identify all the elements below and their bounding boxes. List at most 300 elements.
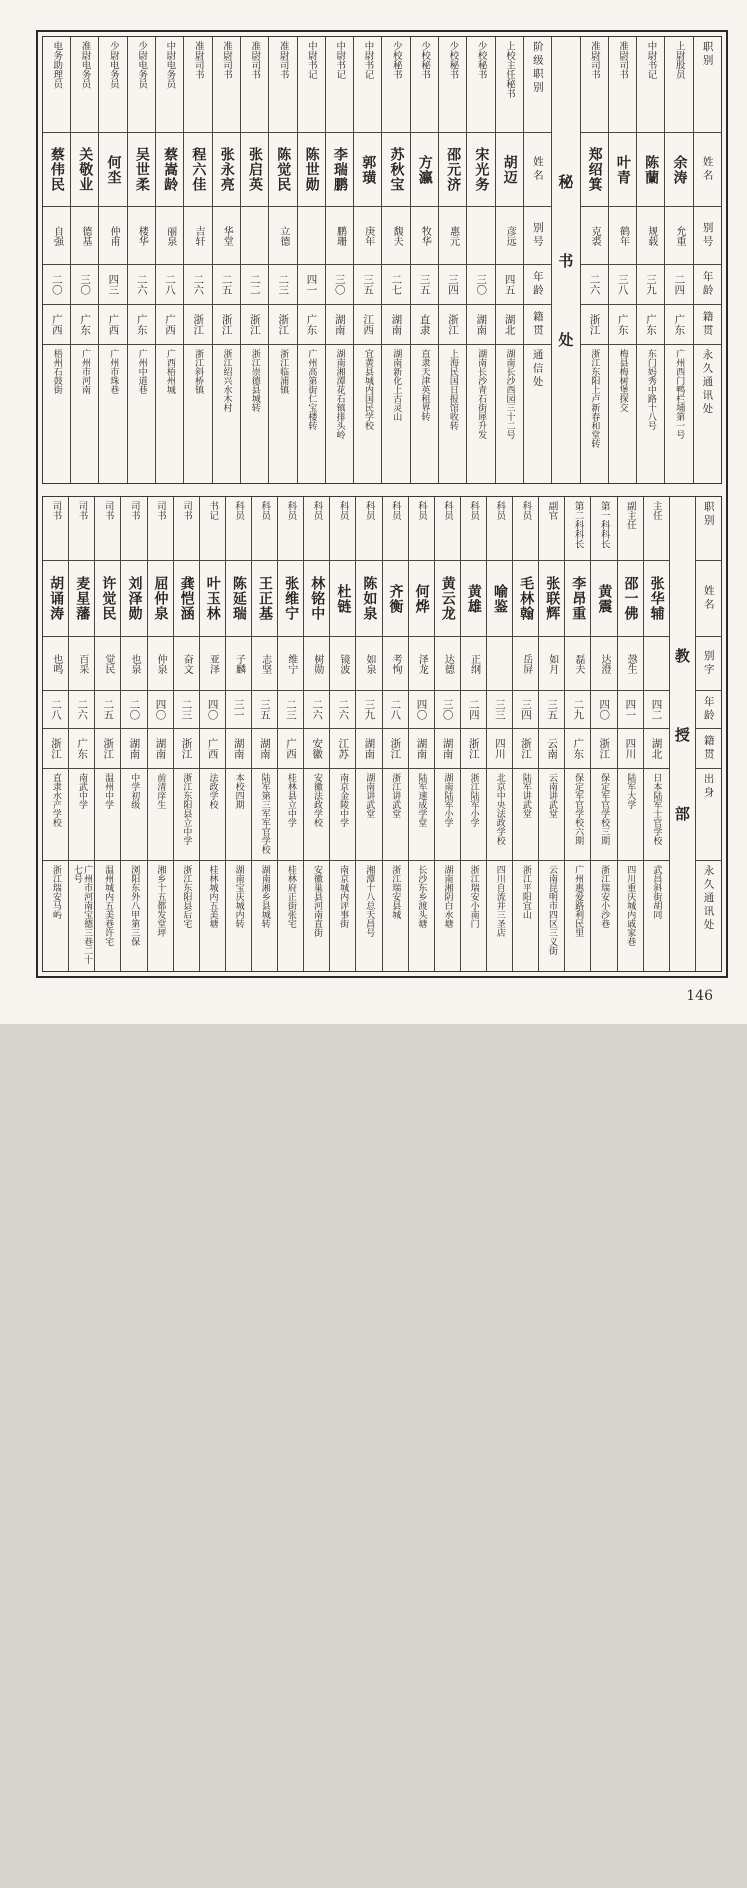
address-text: 长沙东乡渡头塘	[416, 865, 427, 928]
title-text: 科员	[337, 501, 349, 520]
origin-text: 江西	[362, 314, 375, 335]
cell-address	[326, 345, 353, 483]
cell-origin	[330, 729, 355, 769]
cell-school	[252, 769, 277, 861]
cell-origin	[609, 305, 636, 345]
title-text: 中尉书记	[334, 41, 346, 79]
cell-name	[71, 133, 98, 207]
name-text: 陈世勋	[303, 147, 320, 192]
cell-title	[241, 37, 268, 133]
field-label-name	[694, 133, 721, 207]
name-text: 姓名	[701, 156, 714, 183]
cell-alias	[43, 637, 68, 691]
cell-alias	[241, 207, 268, 265]
field-label-name	[524, 133, 551, 207]
address-text: 永久通讯处	[702, 865, 715, 933]
cell-alias	[513, 637, 538, 691]
cell-address	[591, 861, 616, 971]
cell-address	[278, 861, 303, 971]
cell-age	[326, 265, 353, 305]
cell-origin	[128, 305, 155, 345]
cell-origin	[383, 729, 408, 769]
origin-text: 广西	[50, 314, 63, 335]
address-text: 梅县梅树堡探交	[617, 349, 628, 412]
cell-title	[99, 37, 126, 133]
alias-text: 彦远	[504, 225, 516, 246]
name-text: 叶青	[614, 154, 631, 185]
name-text: 杜链	[335, 583, 352, 614]
cell-origin	[156, 305, 183, 345]
cell-address	[496, 345, 523, 483]
school-text: 前清庠生	[155, 773, 166, 809]
name-text: 宋光务	[473, 147, 490, 192]
address-text: 浙江瑞安小沙巷	[599, 865, 610, 928]
person-column	[155, 37, 183, 483]
name-text: 陈蘭	[643, 154, 660, 185]
cell-age	[69, 691, 94, 729]
cell-name	[121, 561, 146, 637]
cell-origin	[581, 305, 608, 345]
address-text: 桂林城内五美塘	[207, 865, 218, 928]
cell-name	[609, 133, 636, 207]
cell-title	[330, 497, 355, 561]
title-text: 司书	[180, 501, 192, 520]
school-text: 云南讲武堂	[546, 773, 557, 818]
address-text: 广州西门鸭栏埔第一号	[674, 349, 685, 439]
section-label-char: 授	[674, 725, 690, 744]
cell-title	[304, 497, 329, 561]
cell-name	[148, 561, 173, 637]
cell-title	[252, 497, 277, 561]
cell-age	[539, 691, 564, 729]
cell-origin	[487, 729, 512, 769]
cell-title	[43, 497, 68, 561]
age-text: 三八	[616, 274, 629, 295]
name-text: 刘泽勋	[126, 576, 143, 621]
cell-age	[435, 691, 460, 729]
address-text: 浙江东阳上卢新春和堂转	[589, 349, 600, 448]
field-label-origin	[696, 729, 721, 769]
cell-title	[609, 37, 636, 133]
alias-text: 奋文	[181, 653, 193, 674]
title-text: 科员	[285, 501, 297, 520]
title-text: 科员	[259, 501, 271, 520]
cell-age	[354, 265, 381, 305]
school-text: 湖南讲武堂	[364, 773, 375, 818]
cell-origin	[269, 305, 296, 345]
name-text: 邵元济	[445, 147, 462, 192]
alias-text: 鹏珊	[334, 225, 346, 246]
person-column	[408, 497, 434, 971]
school-text: 安徽法政学校	[311, 773, 322, 827]
cell-age	[95, 691, 120, 729]
field-labels-column	[523, 37, 551, 483]
section-label-char: 秘	[558, 172, 574, 191]
age-text: 二〇	[128, 699, 141, 720]
cell-alias	[665, 207, 692, 265]
cell-school	[618, 769, 643, 861]
cell-title	[565, 497, 590, 561]
cell-age	[665, 265, 692, 305]
age-text: 二八	[50, 699, 62, 720]
name-text: 郑绍箕	[586, 147, 603, 192]
origin-text: 浙江	[389, 738, 402, 759]
person-column	[225, 497, 251, 971]
cell-address	[148, 861, 173, 971]
cell-origin	[71, 305, 98, 345]
cell-age	[591, 691, 616, 729]
person-column	[98, 37, 126, 483]
title-text: 中尉书记	[645, 41, 657, 79]
address-text: 温州城内五美巷许宅	[103, 865, 114, 946]
person-column	[486, 497, 512, 971]
cell-name	[69, 561, 94, 637]
title-text: 准尉司书	[617, 41, 629, 79]
cell-age	[43, 691, 68, 729]
name-text: 张永亮	[218, 147, 235, 192]
cell-name	[461, 561, 486, 637]
address-text: 浙江东阳县后宅	[181, 865, 192, 928]
cell-address	[354, 345, 381, 483]
school-text: 陆军速成学堂	[416, 773, 427, 827]
cell-school	[513, 769, 538, 861]
cell-name	[213, 133, 240, 207]
origin-text: 湖南	[128, 738, 141, 759]
person-column	[664, 37, 692, 483]
address-text: 广州高第街仁宝楼转	[306, 349, 317, 430]
field-label-age	[694, 265, 721, 305]
alias-text: 志坚	[259, 653, 271, 674]
name-text: 张启英	[247, 147, 263, 192]
alias-text: 别号	[701, 222, 714, 249]
cell-title	[95, 497, 120, 561]
person-column	[297, 37, 325, 483]
address-text: 云南昆明市四区三义街	[546, 865, 557, 955]
name-text: 叶玉林	[204, 576, 221, 621]
cell-alias	[200, 637, 225, 691]
cell-origin	[467, 305, 494, 345]
title-text: 副主任	[624, 501, 636, 530]
origin-text: 广东	[572, 738, 585, 759]
title-text: 少校秘书	[475, 41, 487, 79]
name-text: 姓名	[531, 156, 544, 183]
name-text: 张联辉	[544, 576, 561, 621]
cell-origin	[539, 729, 564, 769]
cell-name	[618, 561, 643, 637]
title-text: 科员	[363, 501, 375, 520]
school-text: 日本陆军士官学校	[651, 773, 662, 845]
cell-alias	[71, 207, 98, 265]
alias-text: 磊夫	[572, 653, 584, 674]
origin-text: 浙江	[519, 738, 532, 759]
age-text: 三三	[493, 699, 506, 720]
name-text: 齐衡	[387, 583, 404, 614]
alias-text: 仲泉	[155, 653, 167, 674]
person-column	[353, 37, 381, 483]
name-text: 郭璜	[360, 154, 377, 185]
person-column	[466, 37, 494, 483]
top-table	[42, 36, 722, 484]
cell-address	[609, 345, 636, 483]
title-text: 准尉司书	[192, 41, 204, 79]
name-text: 张华辅	[648, 576, 665, 621]
age-text: 四三	[107, 274, 120, 295]
cell-title	[269, 37, 296, 133]
age-text: 四二	[650, 699, 663, 720]
alias-text: 正纲	[468, 653, 480, 674]
school-text: 陆军第三军军官学校	[259, 773, 270, 854]
cell-name	[304, 561, 329, 637]
address-text: 浙江瑞安马屿	[50, 865, 61, 919]
cell-origin	[382, 305, 409, 345]
address-text: 上海民国日报馆收转	[447, 349, 458, 430]
cell-address	[174, 861, 199, 971]
name-text: 龚恺涵	[178, 576, 195, 621]
title-text: 科员	[233, 501, 245, 520]
cell-alias	[591, 637, 616, 691]
name-text: 李瑞鹏	[331, 147, 348, 192]
cell-alias	[467, 207, 494, 265]
address-text: 浙江绍兴水木村	[221, 349, 232, 412]
age-text: 二八	[164, 274, 176, 295]
cell-address	[298, 345, 325, 483]
cell-alias	[213, 207, 240, 265]
cell-age	[304, 691, 329, 729]
name-text: 喻鉴	[491, 583, 508, 614]
cell-title	[226, 497, 251, 561]
origin-text: 浙江	[467, 738, 480, 759]
age-text: 三〇	[475, 274, 488, 295]
origin-text: 湖南	[390, 314, 403, 335]
cell-school	[435, 769, 460, 861]
cell-alias	[278, 637, 303, 691]
alias-text: 也鸣	[50, 653, 62, 674]
origin-text: 浙江	[588, 314, 601, 335]
alias-text: 丽泉	[164, 225, 176, 246]
alias-text: 百采	[76, 653, 88, 674]
cell-alias	[128, 207, 155, 265]
origin-text: 广东	[79, 314, 92, 335]
address-text: 湖南长沙西园三十二号	[504, 349, 515, 439]
origin-text: 四川	[624, 738, 637, 759]
cell-origin	[665, 305, 692, 345]
cell-age	[128, 265, 155, 305]
cell-alias	[496, 207, 523, 265]
cell-address	[304, 861, 329, 971]
cell-origin	[637, 305, 664, 345]
cell-age	[121, 691, 146, 729]
cell-alias	[43, 207, 70, 265]
cell-age	[278, 691, 303, 729]
field-label-origin	[524, 305, 551, 345]
bottom-table	[42, 496, 722, 972]
address-text: 桂林府正街张宅	[285, 865, 296, 928]
name-text: 毛林翰	[518, 576, 535, 621]
title-text: 第一科科长	[598, 501, 610, 549]
cell-title	[156, 37, 183, 133]
age-text: 二〇	[50, 274, 63, 295]
name-text: 姓名	[702, 585, 715, 612]
cell-origin	[326, 305, 353, 345]
age-text: 三〇	[333, 274, 346, 295]
age-text: 四五	[503, 274, 516, 295]
name-text: 黄雄	[465, 583, 482, 614]
person-column	[434, 497, 460, 971]
age-text: 四一	[305, 274, 318, 295]
person-column	[127, 37, 155, 483]
cell-title	[128, 37, 155, 133]
cell-age	[487, 691, 512, 729]
age-text: 二三	[180, 699, 193, 720]
cell-age	[156, 265, 183, 305]
origin-text: 安徽	[311, 738, 324, 759]
field-label-alias	[524, 207, 551, 265]
cell-age	[609, 265, 636, 305]
cell-title	[439, 37, 466, 133]
cell-name	[128, 133, 155, 207]
age-text: 二二	[248, 274, 261, 295]
cell-title	[298, 37, 325, 133]
alias-text: 克裘	[589, 225, 601, 246]
cell-title	[487, 497, 512, 561]
title-text: 司书	[76, 501, 88, 520]
cell-address	[487, 861, 512, 971]
age-text: 四〇	[206, 699, 219, 720]
address-text: 浙江临浦镇	[278, 349, 289, 394]
school-text: 温州中学	[103, 773, 114, 809]
cell-alias	[174, 637, 199, 691]
origin-text: 湖南	[232, 738, 245, 759]
cell-origin	[304, 729, 329, 769]
cell-origin	[95, 729, 120, 769]
school-text: 中学初级	[129, 773, 140, 809]
cell-address	[435, 861, 460, 971]
cell-origin	[461, 729, 486, 769]
origin-text: 广东	[616, 314, 629, 335]
cell-address	[439, 345, 466, 483]
cell-address	[637, 345, 664, 483]
cell-age	[581, 265, 608, 305]
alias-text: 泽龙	[416, 653, 428, 674]
address-text: 湖南湘阴白水塘	[442, 865, 453, 928]
cell-title	[69, 497, 94, 561]
cell-address	[644, 861, 669, 971]
age-text: 二九	[572, 699, 585, 720]
alias-text: 觉民	[102, 653, 114, 674]
cell-age	[71, 265, 98, 305]
cell-school	[461, 769, 486, 861]
origin-text: 广东	[673, 314, 686, 335]
cell-origin	[565, 729, 590, 769]
origin-text: 广西	[206, 738, 219, 759]
section-label-column	[669, 497, 695, 971]
origin-text: 湖北	[503, 314, 516, 335]
address-text: 湖南宝庆城内转	[233, 865, 244, 928]
cell-origin	[69, 729, 94, 769]
origin-text: 广东	[76, 738, 89, 759]
title-text: 准尉司书	[588, 41, 600, 79]
cell-alias	[618, 637, 643, 691]
cell-alias	[411, 207, 438, 265]
alias-text: 如月	[546, 653, 558, 674]
cell-name	[356, 561, 381, 637]
cell-title	[435, 497, 460, 561]
person-column	[43, 37, 70, 483]
cell-title	[513, 497, 538, 561]
cell-title	[467, 37, 494, 133]
origin-text: 籍贯	[702, 735, 715, 762]
person-column	[277, 497, 303, 971]
cell-name	[637, 133, 664, 207]
cell-address	[69, 861, 94, 971]
origin-text: 浙江	[192, 314, 205, 335]
cell-age	[644, 691, 669, 729]
alias-text: 楼华	[136, 225, 148, 246]
cell-name	[439, 133, 466, 207]
origin-text: 广东	[135, 314, 148, 335]
alias-text: 允重	[674, 225, 686, 246]
school-text: 北京中央法政学校	[494, 773, 505, 845]
cell-address	[95, 861, 120, 971]
title-text: 司书	[128, 501, 140, 520]
name-text: 蔡伟民	[48, 147, 65, 192]
title-text: 中尉书记	[362, 41, 374, 79]
field-label-origin	[694, 305, 721, 345]
cell-name	[200, 561, 225, 637]
name-text: 许觉民	[100, 576, 117, 621]
cell-address	[409, 861, 434, 971]
person-column	[251, 497, 277, 971]
cell-school	[304, 769, 329, 861]
address-text: 浙江瑞安小南门	[468, 865, 479, 928]
cell-name	[411, 133, 438, 207]
cell-title	[148, 497, 173, 561]
origin-text: 籍贯	[701, 311, 714, 338]
cell-name	[665, 133, 692, 207]
address-text: 湖南湘乡县城转	[259, 865, 270, 928]
section-label-column	[551, 37, 579, 483]
origin-text: 湖南	[415, 738, 428, 759]
name-text: 邵一佛	[622, 576, 639, 621]
cell-address	[581, 345, 608, 483]
cell-origin	[439, 305, 466, 345]
school-text: 保定军官学校三期	[599, 773, 610, 845]
name-text: 蔡嵩龄	[162, 147, 179, 192]
cell-name	[43, 561, 68, 637]
age-text: 三〇	[79, 274, 92, 295]
cell-alias	[95, 637, 120, 691]
cell-address	[539, 861, 564, 971]
age-text: 二四	[673, 274, 686, 295]
cell-name	[99, 133, 126, 207]
cell-name	[326, 133, 353, 207]
cell-name	[581, 133, 608, 207]
cell-age	[252, 691, 277, 729]
person-column	[70, 37, 98, 483]
cell-title	[409, 497, 434, 561]
age-text: 年龄	[701, 271, 714, 298]
origin-text: 湖南	[258, 738, 271, 759]
cell-origin	[409, 729, 434, 769]
title-text: 科员	[389, 501, 401, 520]
cell-address	[383, 861, 408, 971]
alias-text: 也泉	[129, 653, 141, 674]
person-column	[199, 497, 225, 971]
cell-alias	[148, 637, 173, 691]
cell-alias	[156, 207, 183, 265]
address-text: 广州市河南宝德三巷二十七号	[71, 865, 93, 964]
title-text: 司书	[154, 501, 166, 520]
